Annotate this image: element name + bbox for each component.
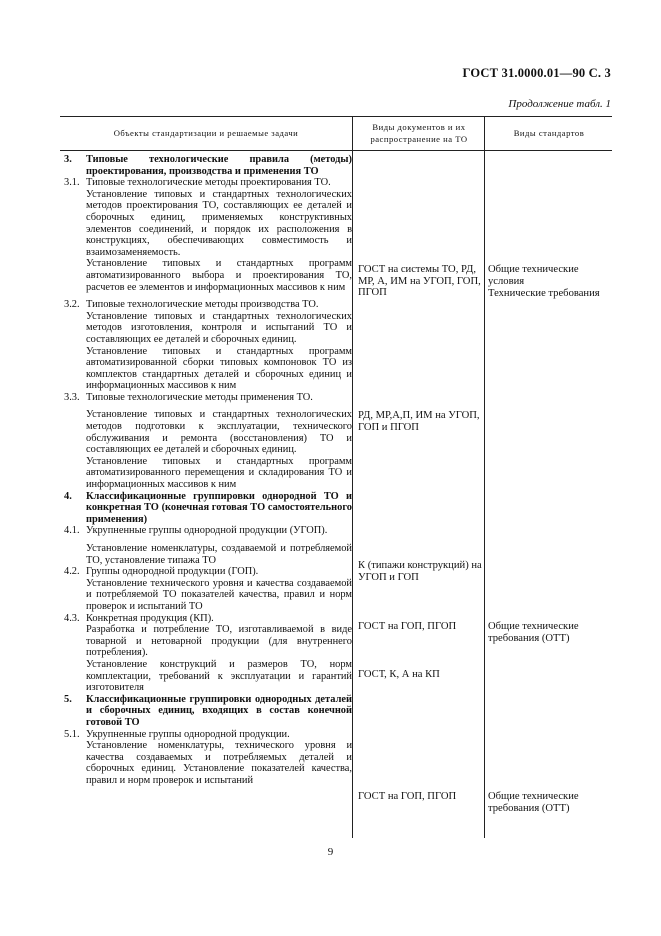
- doc-type-cell: ГОСТ на ГОП, ПГОП: [358, 791, 457, 802]
- doc-type-cell: ГОСТ на ГОП, ПГОП: [358, 621, 457, 632]
- header-objects: Объекты стандартизации и решаемые задачи: [113, 128, 299, 138]
- list-item: 3.1. Типовые технологические методы проектирования ТО.: [64, 177, 331, 189]
- doc-type-cell: К (типажи конструкций) на УГОП и ГОП: [358, 560, 482, 583]
- document-header-id: ГОСТ 31.0000.01—90 С. 3: [462, 66, 611, 80]
- header-standard-types: Виды стандартов: [513, 128, 585, 138]
- column-divider-1: [352, 116, 353, 838]
- standard-type-cell: Общие технические требования (ОТТ): [488, 791, 579, 814]
- list-item: Установление типовых и стандартных технологических методов подготовки к эксплуатации, технического обслуживания и ремонта (восстановления) ТО и составляющих ее деталей и сборочных единиц.: [86, 409, 352, 456]
- list-item: 4. Классификационные группировки однородной ТО и конкретная ТО (конечная готовая ТО самостоятельного применения): [64, 490, 352, 525]
- page-number: 9: [327, 846, 334, 858]
- list-item: Установление типовых и стандартных программ автоматизированного выбора и проектирования ТО, расчетов ее элементов и информационных массивов к ним: [86, 258, 352, 293]
- doc-type-cell: ГОСТ на системы ТО, РД, МР, А, ИМ на УГОП, ГОП, ПГОП: [358, 264, 481, 299]
- list-item: Установление конструкций и размеров ТО, норм комплектации, требований к эксплуатации и гарантий изготовителя: [86, 658, 352, 694]
- list-item: Установление типовых и стандартных технологических методов изготовления, контроля и испытаний ТО и составляющих ее деталей и сборочных единиц.: [86, 310, 352, 345]
- standard-type-cell: Общие технические требования (ОТТ): [488, 621, 579, 644]
- doc-type-cell: ГОСТ, К, А на КП: [358, 669, 440, 680]
- standard-type-cell: Технические требования: [488, 288, 600, 299]
- list-item: 4.1. Укрупненные группы однородной продукции (УГОП).: [64, 525, 328, 537]
- table-header-border: [60, 150, 612, 151]
- list-item: 4.3. Конкретная продукция (КП).: [64, 612, 214, 624]
- list-item: 3.2. Типовые технологические методы производства ТО.: [64, 299, 319, 311]
- list-item: 5.1. Укрупненные группы однородной продукции.: [64, 728, 290, 740]
- list-item: 3.3. Типовые технологические методы применения ТО.: [64, 391, 313, 403]
- list-item: Установление технического уровня и качества создаваемой и потребляемой ТО показателей качества, правил и норм проверок и испытаний ТО: [86, 577, 352, 612]
- list-item: 3. Типовые технологические правила (методы) проектирования, производства и применения ТО: [64, 154, 352, 177]
- list-item: Установление типовых и стандартных технологических методов проектирования ТО, составляющих ее деталей и сборочных единиц, применяемых конструктивных элементов соединений, и порядок их расположения в конструкциях, обеспечивающих совместимость и взаимозаменяемость.: [86, 188, 352, 258]
- standards-table: [60, 116, 612, 838]
- objects-column: [64, 154, 352, 786]
- standard-type-cell: Общие технические условия: [488, 264, 579, 287]
- list-item: 5. Классификационные группировки однородных деталей и сборочных единиц, входящих в состав конечной готовой ТО: [64, 693, 352, 728]
- doc-type-cell: РД, МР,А,П, ИМ на УГОП, ГОП и ПГОП: [358, 410, 480, 433]
- table-continuation-label: Продолжение табл. 1: [508, 98, 611, 110]
- column-divider-2: [484, 116, 485, 838]
- list-item: Установление номенклатуры, создаваемой и потребляемой ТО, установление типажа ТО: [86, 543, 352, 566]
- list-item: Разработка и потребление ТО, изготавливаемой в виде товарной и нетоварной продукции (для внутреннего потребления).: [86, 624, 352, 659]
- list-item: Установление типовых и стандартных программ автоматизированной сборки типовых компоновок ТО из комплектов стандартных деталей и сборочных единиц и информационных массивов к ним: [86, 345, 352, 392]
- header-document-types: Виды документов и их распространение на ТО: [370, 122, 468, 144]
- list-item: Установление номенклатуры, технического уровня и качества создаваемых и потребляемых деталей и сборочных единиц. Установление показателей качества, правил и норм проверок и испытаний: [86, 740, 352, 786]
- list-item: 4.2. Группы однородной продукции (ГОП).: [64, 566, 259, 578]
- list-item: Установление типовых и стандартных программ автоматизированного перемещения и складирования ТО и информационных массивов к ним: [86, 455, 352, 491]
